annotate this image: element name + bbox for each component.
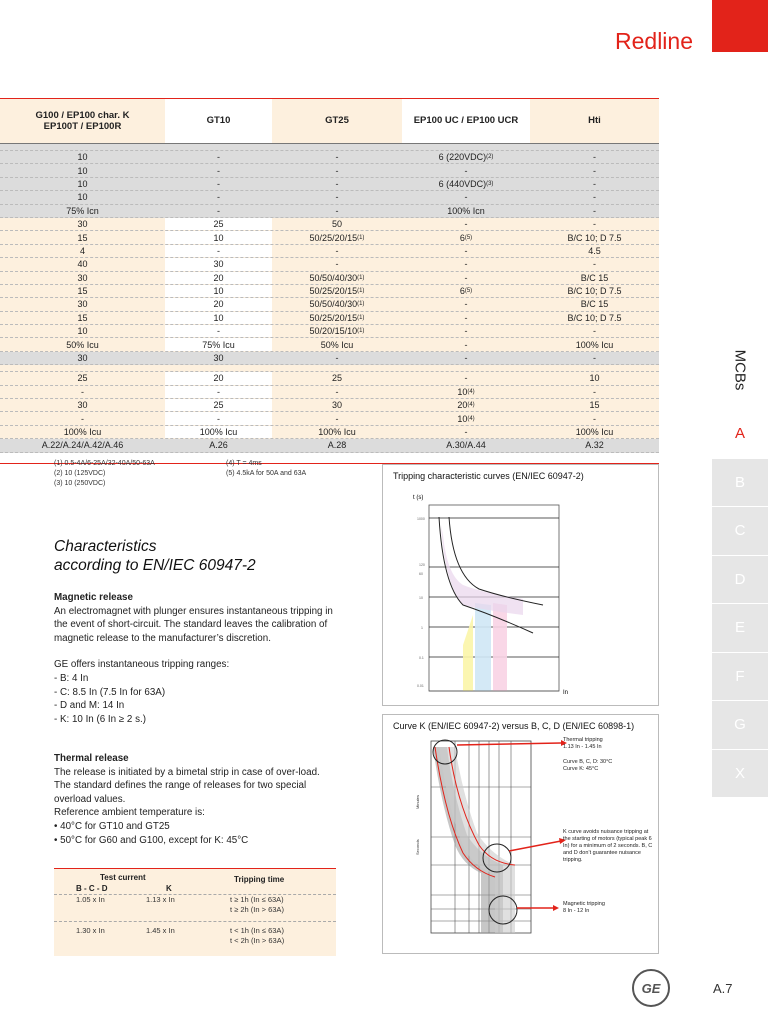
th-bcd: B - C - D [76, 884, 108, 893]
curve-k-panel [382, 714, 659, 954]
table-body [0, 144, 659, 453]
range-d: - D and M: 14 In [54, 700, 125, 712]
table-cell: - [593, 178, 596, 189]
table-cell: 30 [77, 400, 88, 411]
footnote-3: (3) 10 (250VDC) [54, 480, 106, 487]
table-cell: - [335, 259, 339, 270]
table-cell: 50% Icu [66, 339, 99, 350]
table-cell: 10 [77, 152, 88, 163]
x-axis-label: In [563, 690, 569, 696]
td-r1-t2: t ≥ 2h (In > 63A) [230, 905, 284, 914]
table-cell: 40 [77, 259, 88, 270]
table-cell: 30 [77, 353, 88, 364]
table-cell: 100% Icu [165, 426, 272, 438]
annotation-magnetic: Magnetic tripping 8 In - 12 In [563, 901, 605, 914]
tab-e[interactable]: E [712, 604, 768, 653]
annotation-temps: Curve B, C, D: 30°C Curve K: 45°C [563, 759, 613, 772]
thermal-heading: Thermal release [54, 753, 129, 764]
table-cell: - [464, 259, 468, 270]
table-cell: 15 [77, 312, 88, 323]
table-row [0, 412, 659, 425]
table-cell: - [464, 219, 468, 230]
table-cell: - [464, 373, 468, 384]
table-cell: B/C 10; D 7.5 [567, 232, 622, 243]
table-cell: 4.5 [588, 245, 601, 256]
table-cell: - [593, 413, 596, 424]
table-cell: - [165, 412, 272, 424]
th-test-current: Test current [100, 873, 146, 882]
table-cell: 10 [77, 192, 88, 203]
section-title-line-1: Characteristics [54, 538, 157, 555]
td-r1-k: 1.13 x In [146, 895, 175, 904]
table-cell: - [335, 178, 339, 189]
ytick-0.01: 0.01 [417, 684, 424, 688]
table-row [0, 272, 659, 285]
ranges-intro: GE offers instantaneous tripping ranges: [54, 659, 230, 671]
table-cell: - [81, 386, 84, 397]
table-cell: - [335, 353, 339, 364]
tab-d[interactable]: D [712, 556, 768, 605]
magnetic-heading: Magnetic release [54, 592, 133, 603]
table-cell: 100% Icu [63, 427, 102, 437]
column-header: GT25 [325, 115, 349, 127]
tripping-curves-diagram [383, 465, 658, 705]
table-cell: - [593, 152, 596, 163]
footnotes-right [226, 459, 306, 479]
td-r2-k: 1.45 x In [146, 926, 175, 935]
table-cell: 30 [331, 400, 342, 411]
tab-x[interactable]: X [712, 750, 768, 799]
table-cell: 30 [165, 258, 272, 270]
column-header: GT10 [165, 99, 272, 143]
ytick-60: 60 [419, 572, 423, 576]
table-cell: - [464, 165, 468, 176]
table-cell: 10 (4) [457, 413, 475, 424]
table-cell: - [464, 353, 468, 364]
table-cell: 6 (5) [459, 286, 473, 297]
table-row [0, 352, 659, 365]
table-cell: - [335, 205, 339, 216]
footnote-5: (5) 4.5kA for 50A and 63A [226, 470, 307, 477]
table-cell: - [464, 339, 468, 350]
table-row [0, 285, 659, 298]
magnetic-release-block [54, 591, 334, 726]
table-cell: 10 [77, 165, 88, 176]
table-row [0, 245, 659, 258]
footnote-2: (2) 10 (125VDC) [54, 470, 106, 477]
table-cell: 50 [331, 219, 342, 230]
table-cell: 50/50/40/30 (1) [309, 299, 365, 310]
table-cell: 6 (440VDC) (3) [438, 178, 494, 189]
annotation-thermal: Thermal tripping 1.13 In - 1.45 In [563, 737, 603, 750]
table-cell: - [81, 413, 84, 424]
tab-g[interactable]: G [712, 701, 768, 750]
table-cell: - [593, 259, 596, 270]
table-cell: - [593, 192, 596, 203]
section-title [54, 537, 256, 575]
table-cell: - [335, 152, 339, 163]
table-row [0, 218, 659, 231]
table-cell: - [165, 325, 272, 337]
thermal-text: The release is initiated by a bimetal strip in case of over-load. The standard defines the range of releases for two special overload values. [54, 766, 320, 805]
table-cell: - [165, 151, 272, 163]
table-cell: 10 [589, 373, 600, 384]
column-header: G100 / EP100 char. K EP100T / EP100R [35, 109, 130, 132]
table-cell: 10 [165, 285, 272, 297]
range-c: - C: 8.5 In (7.5 In for 63A) [54, 686, 166, 698]
table-cell: 15 [77, 232, 88, 243]
table-cell: 25 [331, 373, 342, 384]
table-cell: - [593, 219, 596, 230]
section-title-line-2: according to EN/IEC 60947-2 [54, 557, 256, 574]
tripping-curves-title: Tripping characteristic curves (EN/IEC 60947-2) [393, 471, 584, 481]
tripping-curves-panel [382, 464, 659, 706]
column-header: Hti [588, 115, 601, 127]
table-cell: - [335, 192, 339, 203]
table-cell: 30 [77, 299, 88, 310]
table-cell: 6 (220VDC) (2) [438, 152, 494, 163]
table-cell: 15 [589, 400, 600, 411]
ytick-1: 1 [421, 626, 423, 630]
table-cell: 20 (4) [457, 400, 475, 411]
table-cell: - [335, 386, 339, 397]
table-cell: 100% Icu [575, 427, 614, 437]
table-cell: A.32 [585, 440, 604, 451]
td-r2-t1: t < 1h (In ≤ 63A) [230, 926, 284, 935]
table-cell: - [165, 191, 272, 203]
top-bar [0, 0, 768, 80]
table-cell: - [165, 245, 272, 257]
footnotes-left [54, 459, 155, 489]
table-cell: 50/20/15/10 (1) [309, 326, 365, 337]
table-cell: - [464, 245, 468, 256]
table-cell: 25 [77, 373, 88, 384]
table-cell: - [464, 192, 468, 203]
td-r1-bcd: 1.05 x In [76, 895, 105, 904]
table-row [0, 312, 659, 325]
table-row [0, 325, 659, 338]
ref-temp: Reference ambient temperature is: [54, 807, 205, 819]
ytick-0.1: 0.1 [419, 656, 424, 660]
table-cell: 50/25/20/15 (1) [309, 286, 365, 297]
table-cell: A.26 [165, 439, 272, 451]
table-cell: 10 [77, 178, 88, 189]
table-cell: 20 [165, 272, 272, 284]
table-cell: 100% Icu [318, 427, 356, 437]
table-cell: 25 [165, 399, 272, 411]
td-r2-t2: t < 2h (In > 63A) [230, 936, 285, 945]
table-row [0, 178, 659, 191]
table-cell: 30 [77, 272, 88, 283]
temp-1: • 40°C for GT10 and GT25 [54, 820, 170, 832]
table-row [0, 191, 659, 204]
table-cell: B/C 15 [580, 299, 609, 310]
minutes-label: Minutes [415, 794, 420, 809]
table-cell: - [165, 178, 272, 190]
y-axis-label: t (s) [413, 495, 424, 501]
table-cell: 10 [77, 326, 88, 337]
table-cell: 30 [165, 352, 272, 364]
table-cell: - [593, 165, 596, 176]
specs-table [0, 98, 659, 464]
tripping-time-table [54, 868, 336, 956]
table-cell: 25 [165, 218, 272, 230]
table-cell: - [593, 326, 596, 337]
table-cell: B/C 15 [580, 272, 609, 283]
section-tab-mcbs[interactable] [712, 330, 768, 410]
ytick-120: 120 [419, 563, 425, 567]
thermal-release-block [54, 752, 334, 847]
table-cell: 6 (5) [459, 232, 473, 243]
range-b: - B: 4 In [54, 672, 89, 684]
table-cell: - [593, 386, 596, 397]
ytick-1000: 1000 [417, 517, 425, 521]
chapter-tabs [712, 410, 768, 798]
tab-b[interactable]: B [712, 459, 768, 508]
table-cell: 50% Icu [320, 339, 354, 350]
table-row [0, 298, 659, 311]
table-cell: 50/50/40/30 (1) [309, 272, 365, 283]
table-cell: 10 (4) [457, 386, 475, 397]
table-cell: 20 [165, 372, 272, 384]
th-k: K [166, 884, 172, 893]
table-cell: 100% Icn [447, 205, 485, 216]
table-cell: 4 [79, 245, 85, 256]
table-header [0, 99, 659, 144]
tab-f[interactable]: F [712, 653, 768, 702]
annotation-k-curve: K curve avoids nuisance tripping at the starting of motors (typical peak 6 In) for a minimum of 2 seconds. B, C and D don’t guarantee nuisance tripping. [563, 829, 653, 863]
table-row [0, 338, 659, 351]
range-k: - K: 10 In (6 In ≥ 2 s.) [54, 713, 146, 725]
table-row [0, 439, 659, 452]
seconds-label: Seconds [415, 839, 420, 855]
table-row [0, 399, 659, 412]
table-row [0, 164, 659, 177]
table-cell: A.30/A.44 [446, 440, 486, 451]
table-row [0, 386, 659, 399]
column-header: EP100 UC / EP100 UCR [402, 99, 530, 143]
table-cell: - [165, 205, 272, 217]
td-r1-t1: t ≥ 1h (In ≤ 63A) [230, 895, 284, 904]
table-cell: - [165, 386, 272, 398]
table-cell: - [464, 326, 468, 337]
table-cell: 75% Icn [66, 205, 99, 216]
table-row [0, 205, 659, 218]
magnetic-text: An electromagnet with plunger ensures instantaneous tripping in the event of short-circuit. The standard leaves the calibration of magnetic release to the manufacturer’s discretion. [54, 605, 333, 644]
table-cell: - [593, 205, 596, 216]
table-cell: 50/25/20/15 (1) [309, 312, 365, 323]
table-cell: - [335, 165, 339, 176]
table-cell: 50/25/20/15 (1) [309, 232, 365, 243]
ytick-10: 10 [419, 596, 423, 600]
table-cell: 15 [77, 286, 88, 297]
table-cell: 10 [165, 312, 272, 324]
table-cell: A.22/A.24/A.42/A.46 [41, 440, 124, 451]
table-cell: B/C 10; D 7.5 [567, 312, 622, 323]
table-cell: 10 [165, 231, 272, 243]
footnote-4: (4) T = 4ms [226, 460, 262, 467]
th-tripping-time: Tripping time [234, 875, 285, 884]
table-cell: - [335, 245, 339, 256]
page-number: A.7 [713, 981, 733, 996]
table-row [0, 426, 659, 439]
table-cell: B/C 10; D 7.5 [567, 286, 622, 297]
table-cell: - [593, 353, 596, 364]
td-r2-bcd: 1.30 x In [76, 926, 105, 935]
ge-logo: GE [632, 969, 670, 1007]
table-cell: - [165, 164, 272, 176]
table-cell: 20 [165, 298, 272, 310]
table-cell: - [464, 299, 468, 310]
table-cell: - [464, 427, 468, 437]
temp-2: • 50°C for G60 and G100, except for K: 45°C [54, 834, 249, 846]
brand-title: Redline [615, 28, 693, 54]
table-row [0, 372, 659, 385]
table-cell: 75% Icu [165, 338, 272, 350]
table-cell: - [464, 312, 468, 323]
table-row [0, 258, 659, 271]
footnote-1: (1) 0.5-4A/6-25A/32-40A/50-63A [54, 460, 155, 467]
curve-k-title: Curve K (EN/IEC 60947-2) versus B, C, D (EN/IEC 60898-1) [393, 721, 635, 731]
brand-red-block [712, 0, 768, 52]
table-cell: 100% Icu [575, 339, 614, 350]
table-cell: - [464, 272, 468, 283]
table-cell: 30 [77, 219, 88, 230]
table-row [0, 151, 659, 164]
table-row [0, 231, 659, 244]
tab-c[interactable]: C [712, 507, 768, 556]
table-cell: A.28 [327, 440, 347, 451]
table-cell: - [335, 413, 339, 424]
section-tab-label: MCBs [731, 349, 749, 391]
tab-a[interactable]: A [712, 410, 768, 459]
